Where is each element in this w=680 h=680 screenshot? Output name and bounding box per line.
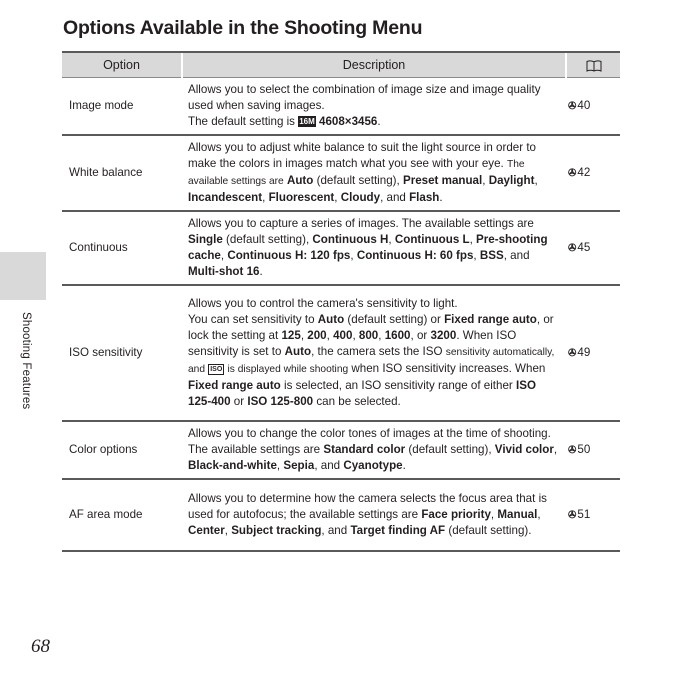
table-row-image-mode	[62, 78, 620, 136]
reference-icon: ✇	[568, 509, 577, 521]
iso-indicator-icon: ISO	[210, 366, 223, 373]
section-side-label: Shooting Features	[20, 312, 32, 410]
option-name: AF area mode	[69, 508, 143, 521]
option-name: Continuous	[69, 241, 128, 254]
reference-icon: ✇	[568, 100, 577, 112]
table-row-color-options	[62, 421, 620, 479]
section-tab-marker	[0, 252, 46, 300]
header-description: Description	[182, 52, 566, 78]
table-row-af-area-mode	[62, 479, 620, 551]
shooting-menu-options-table	[62, 51, 620, 552]
page-reference: ✇49	[566, 285, 620, 421]
option-description: Allows you to adjust white balance to suit the light source in order to make the colors in images match what you see with your eye. The available settings are Auto (default setting), Preset manual, Daylight, Incandescent, Fluorescent, Cloudy, and Flash.	[188, 141, 538, 204]
reference-icon: ✇	[568, 242, 577, 254]
option-description: Allows you to change the color tones of images at the time of shooting. The available settings are Standard color (default setting), Vivid color, Black-and-white, Sepia, and Cyanotype.	[188, 427, 558, 472]
page-reference: ✇50	[566, 421, 620, 479]
option-name: Image mode	[69, 99, 134, 112]
option-name: ISO sensitivity	[69, 346, 143, 359]
table-row-iso-sensitivity	[62, 285, 620, 421]
image-mode-16m-icon: 16M	[299, 117, 315, 126]
page-reference: ✇40	[566, 78, 620, 136]
option-name: White balance	[69, 166, 143, 179]
header-option: Option	[62, 52, 182, 78]
table-header-row	[62, 52, 620, 78]
page-reference: ✇51	[566, 479, 620, 551]
page-reference: ✇45	[566, 211, 620, 285]
option-description: Allows you to select the combination of image size and image quality used when saving images. The default setting is 16M 4608×3456.	[188, 83, 541, 128]
page-reference: ✇42	[566, 135, 620, 211]
option-description: Allows you to capture a series of images. The available settings are Single (default setting), Continuous H, Continuous L, Pre-shooting cache, Continuous H: 120 fps, Continuous H: 60 fps, BSS, and Multi-shot 16.	[188, 217, 548, 278]
header-reference	[566, 52, 620, 78]
book-icon	[586, 60, 602, 72]
option-description: Allows you to determine how the camera selects the focus area that is used for autofocus; the available settings are Face priority, Manual, Center, Subject tracking, and Target finding AF (default setting).	[188, 492, 547, 537]
reference-icon: ✇	[568, 347, 577, 359]
option-name: Color options	[69, 443, 138, 456]
page-title: Options Available in the Shooting Menu	[63, 17, 423, 39]
page-number: 68	[31, 636, 50, 657]
table-row-continuous	[62, 211, 620, 285]
table-row-white-balance	[62, 135, 620, 211]
reference-icon: ✇	[568, 444, 577, 456]
reference-icon: ✇	[568, 167, 577, 179]
option-description: Allows you to control the camera's sensitivity to light. You can set sensitivity to Auto (default setting) or Fixed range auto, or lock the setting at 125, 200, 400, 800, 1600, or 3200. When ISO sensitivity is set to Auto, the camera sets the ISO sensitivity automatically, and ISO is displayed while shooting when ISO sensitivity increases. When Fixed range auto is selected, an ISO sensitivity range of either ISO 125-400 or ISO 125-800 can be selected.	[188, 297, 555, 408]
